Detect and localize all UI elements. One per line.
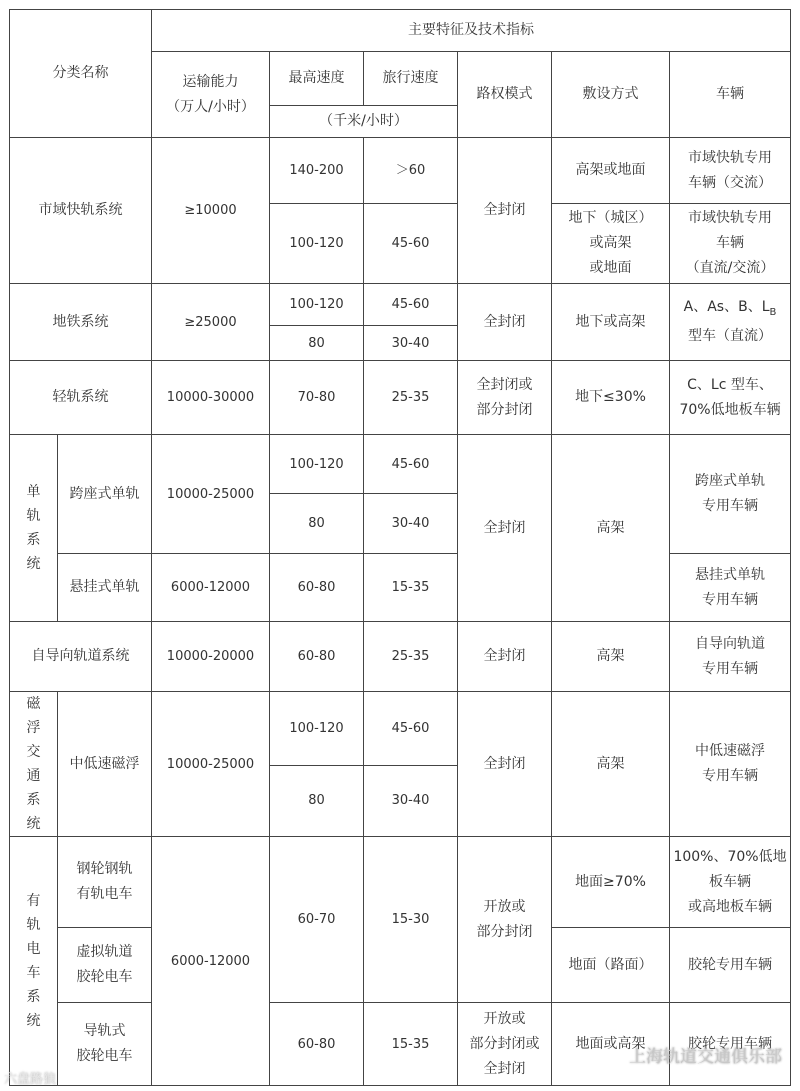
text-line: 悬挂式单轨 xyxy=(695,566,766,583)
text-line: 板车辆 xyxy=(709,873,752,890)
group-char: 有 xyxy=(26,893,41,909)
metro-travel-speed-2: 30-40 xyxy=(364,326,458,361)
tram-travel-speed-2: 15-35 xyxy=(364,1003,458,1086)
lrt-name: 轻轨系统 xyxy=(10,361,152,435)
text-line: 开放或 xyxy=(483,1010,526,1027)
agt-max-speed: 60-80 xyxy=(270,622,364,692)
virtual-track-laying: 地面（路面） xyxy=(552,928,670,1003)
text-line: 全封闭或 xyxy=(476,376,533,393)
lrt-laying: 地下≤30% xyxy=(552,361,670,435)
text-line: 胶轮电车 xyxy=(76,969,133,985)
text-line: 专用车辆 xyxy=(702,498,759,514)
steel-tram-vehicle xyxy=(670,837,791,928)
watermark-right: 上海轨道交通俱乐部 xyxy=(629,1047,782,1067)
suburban-travel-speed-2: 45-60 xyxy=(364,204,458,284)
guided-tram-vehicle: 胶轮专用车辆 xyxy=(670,1003,791,1086)
header-capacity-label: 运输能力 xyxy=(182,73,239,90)
suspended-travel-speed: 15-35 xyxy=(364,554,458,622)
metro-max-speed-1: 100-120 xyxy=(270,284,364,326)
straddle-monorail-name: 跨座式单轨 xyxy=(58,435,152,554)
straddle-travel-speed-2: 30-40 xyxy=(364,494,458,554)
suburban-travel-speed-1: ＞60 xyxy=(364,138,458,204)
group-char: 系 xyxy=(26,792,41,808)
tram-right-of-way-2 xyxy=(458,1003,552,1086)
suspended-monorail-capacity: 6000-12000 xyxy=(152,554,270,622)
maglev-right-of-way: 全封闭 xyxy=(458,692,552,837)
watermark-left: 六盘路狼 xyxy=(4,1072,57,1087)
header-max-speed: 最高速度 xyxy=(270,52,364,106)
group-char: 统 xyxy=(26,556,41,572)
group-char: 通 xyxy=(26,768,41,784)
metro-right-of-way: 全封闭 xyxy=(458,284,552,361)
metro-travel-speed-1: 45-60 xyxy=(364,284,458,326)
header-speed-unit: （千米/小时） xyxy=(270,106,458,138)
group-char: 磁 xyxy=(26,696,41,712)
suburban-name: 市域快轨系统 xyxy=(10,138,152,284)
group-char: 浮 xyxy=(26,720,41,736)
agt-capacity: 10000-20000 xyxy=(152,622,270,692)
lrt-vehicle xyxy=(670,361,791,435)
group-char: 交 xyxy=(26,744,41,760)
maglev-travel-speed-2: 30-40 xyxy=(364,765,458,836)
suspended-monorail-name: 悬挂式单轨 xyxy=(58,554,152,622)
straddle-vehicle xyxy=(670,435,791,554)
text-line: 中低速磁浮 xyxy=(695,743,766,759)
straddle-travel-speed-1: 45-60 xyxy=(364,435,458,494)
straddle-max-speed-1: 100-120 xyxy=(270,435,364,494)
text-line: 车辆 xyxy=(716,235,745,251)
header-right-of-way: 路权模式 xyxy=(458,52,552,138)
lrt-right-of-way xyxy=(458,361,552,435)
metro-name: 地铁系统 xyxy=(10,284,152,361)
suburban-laying-2 xyxy=(552,204,670,284)
metro-vehicle-subscript: B xyxy=(769,306,777,318)
text-line: 虚拟轨道 xyxy=(76,944,133,960)
tram-capacity: 6000-12000 xyxy=(152,837,270,1086)
text-line: 或地面 xyxy=(589,260,632,276)
group-char: 电 xyxy=(26,941,41,957)
text-line: （直流/交流） xyxy=(685,260,775,276)
text-line: 100%、70%低地 xyxy=(673,848,787,865)
header-laying: 敷设方式 xyxy=(552,52,670,138)
tram-right-of-way-1 xyxy=(458,837,552,1003)
text-line: 部分封闭 xyxy=(476,923,533,940)
maglev-capacity: 10000-25000 xyxy=(152,692,270,837)
suburban-max-speed-1: 140-200 xyxy=(270,138,364,204)
steel-tram-laying: 地面≥70% xyxy=(552,837,670,928)
group-char: 统 xyxy=(26,1013,41,1029)
text-line: 钢轮钢轨 xyxy=(76,861,133,877)
group-char: 轨 xyxy=(26,917,41,933)
text-line: 70%低地板车辆 xyxy=(679,401,781,418)
text-line: 车辆（交流） xyxy=(688,174,773,191)
tram-max-speed-1: 60-70 xyxy=(270,837,364,1003)
maglev-travel-speed-1: 45-60 xyxy=(364,692,458,766)
monorail-group xyxy=(10,435,58,622)
virtual-track-tram-name xyxy=(58,928,152,1003)
text-line: 部分封闭 xyxy=(476,401,533,418)
header-capacity xyxy=(152,52,270,138)
text-line: 或高地板车辆 xyxy=(688,898,773,915)
text-line: 市域快轨专用 xyxy=(688,210,773,226)
group-char: 轨 xyxy=(26,508,41,524)
suburban-vehicle-1 xyxy=(670,138,791,204)
suspended-vehicle xyxy=(670,554,791,622)
maglev-name: 中低速磁浮 xyxy=(58,692,152,837)
metro-laying: 地下或高架 xyxy=(552,284,670,361)
virtual-track-vehicle: 胶轮专用车辆 xyxy=(670,928,791,1003)
group-char: 系 xyxy=(26,532,41,548)
suburban-capacity: ≥10000 xyxy=(152,138,270,284)
metro-vehicle xyxy=(670,284,791,361)
lrt-travel-speed: 25-35 xyxy=(364,361,458,435)
text-line: 自导向轨道 xyxy=(695,635,766,652)
header-category: 分类名称 xyxy=(10,10,152,138)
text-line: 市域快轨专用 xyxy=(688,149,773,166)
maglev-max-speed-2: 80 xyxy=(270,765,364,836)
steel-tram-name xyxy=(58,837,152,928)
guided-tram-name xyxy=(58,1003,152,1086)
agt-laying: 高架 xyxy=(552,622,670,692)
guided-tram-laying: 地面或高架 xyxy=(552,1003,670,1086)
header-capacity-unit: （万人/小时） xyxy=(166,98,255,115)
tram-max-speed-2: 60-80 xyxy=(270,1003,364,1086)
lrt-capacity: 10000-30000 xyxy=(152,361,270,435)
metro-max-speed-2: 80 xyxy=(270,326,364,361)
agt-right-of-way: 全封闭 xyxy=(458,622,552,692)
suburban-right-of-way: 全封闭 xyxy=(458,138,552,284)
tram-group xyxy=(10,837,58,1086)
text-line: 地下（城区） xyxy=(568,210,653,226)
maglev-max-speed-1: 100-120 xyxy=(270,692,364,766)
text-line: C、Lc 型车、 xyxy=(687,376,773,393)
metro-vehicle-types: A、As、B、L xyxy=(683,298,770,315)
group-char: 车 xyxy=(26,965,41,981)
suburban-laying-1: 高架或地面 xyxy=(552,138,670,204)
text-line: 型车（直流） xyxy=(688,328,773,345)
agt-vehicle xyxy=(670,622,791,692)
straddle-max-speed-2: 80 xyxy=(270,494,364,554)
text-line: 专用车辆 xyxy=(702,660,759,677)
maglev-group xyxy=(10,692,58,837)
lrt-max-speed: 70-80 xyxy=(270,361,364,435)
straddle-monorail-capacity: 10000-25000 xyxy=(152,435,270,554)
text-line xyxy=(672,295,788,325)
group-char: 统 xyxy=(26,816,41,832)
monorail-right-of-way: 全封闭 xyxy=(458,435,552,622)
group-char: 系 xyxy=(26,989,41,1005)
agt-name: 自导向轨道系统 xyxy=(10,622,152,692)
text-line: 专用车辆 xyxy=(702,768,759,784)
text-line: 胶轮电车 xyxy=(76,1048,133,1064)
metro-capacity: ≥25000 xyxy=(152,284,270,361)
agt-travel-speed: 25-35 xyxy=(364,622,458,692)
suburban-max-speed-2: 100-120 xyxy=(270,204,364,284)
header-vehicle: 车辆 xyxy=(670,52,791,138)
text-line: 全封闭 xyxy=(483,1060,526,1077)
text-line: 开放或 xyxy=(483,898,526,915)
header-travel-speed: 旅行速度 xyxy=(364,52,458,106)
suspended-max-speed: 60-80 xyxy=(270,554,364,622)
text-line: 部分封闭或 xyxy=(469,1035,540,1052)
header-main-features: 主要特征及技术指标 xyxy=(152,10,791,52)
suburban-vehicle-2 xyxy=(670,204,791,284)
monorail-laying: 高架 xyxy=(552,435,670,622)
text-line: 专用车辆 xyxy=(702,591,759,608)
rail-transit-classification-table xyxy=(9,9,791,1086)
group-char: 单 xyxy=(26,484,41,500)
tram-travel-speed-1: 15-30 xyxy=(364,837,458,1003)
text-line: 有轨电车 xyxy=(76,886,133,902)
text-line: 跨座式单轨 xyxy=(695,473,766,489)
text-line: 或高架 xyxy=(589,235,632,251)
maglev-laying: 高架 xyxy=(552,692,670,837)
maglev-vehicle xyxy=(670,692,791,837)
text-line: 导轨式 xyxy=(83,1023,126,1039)
